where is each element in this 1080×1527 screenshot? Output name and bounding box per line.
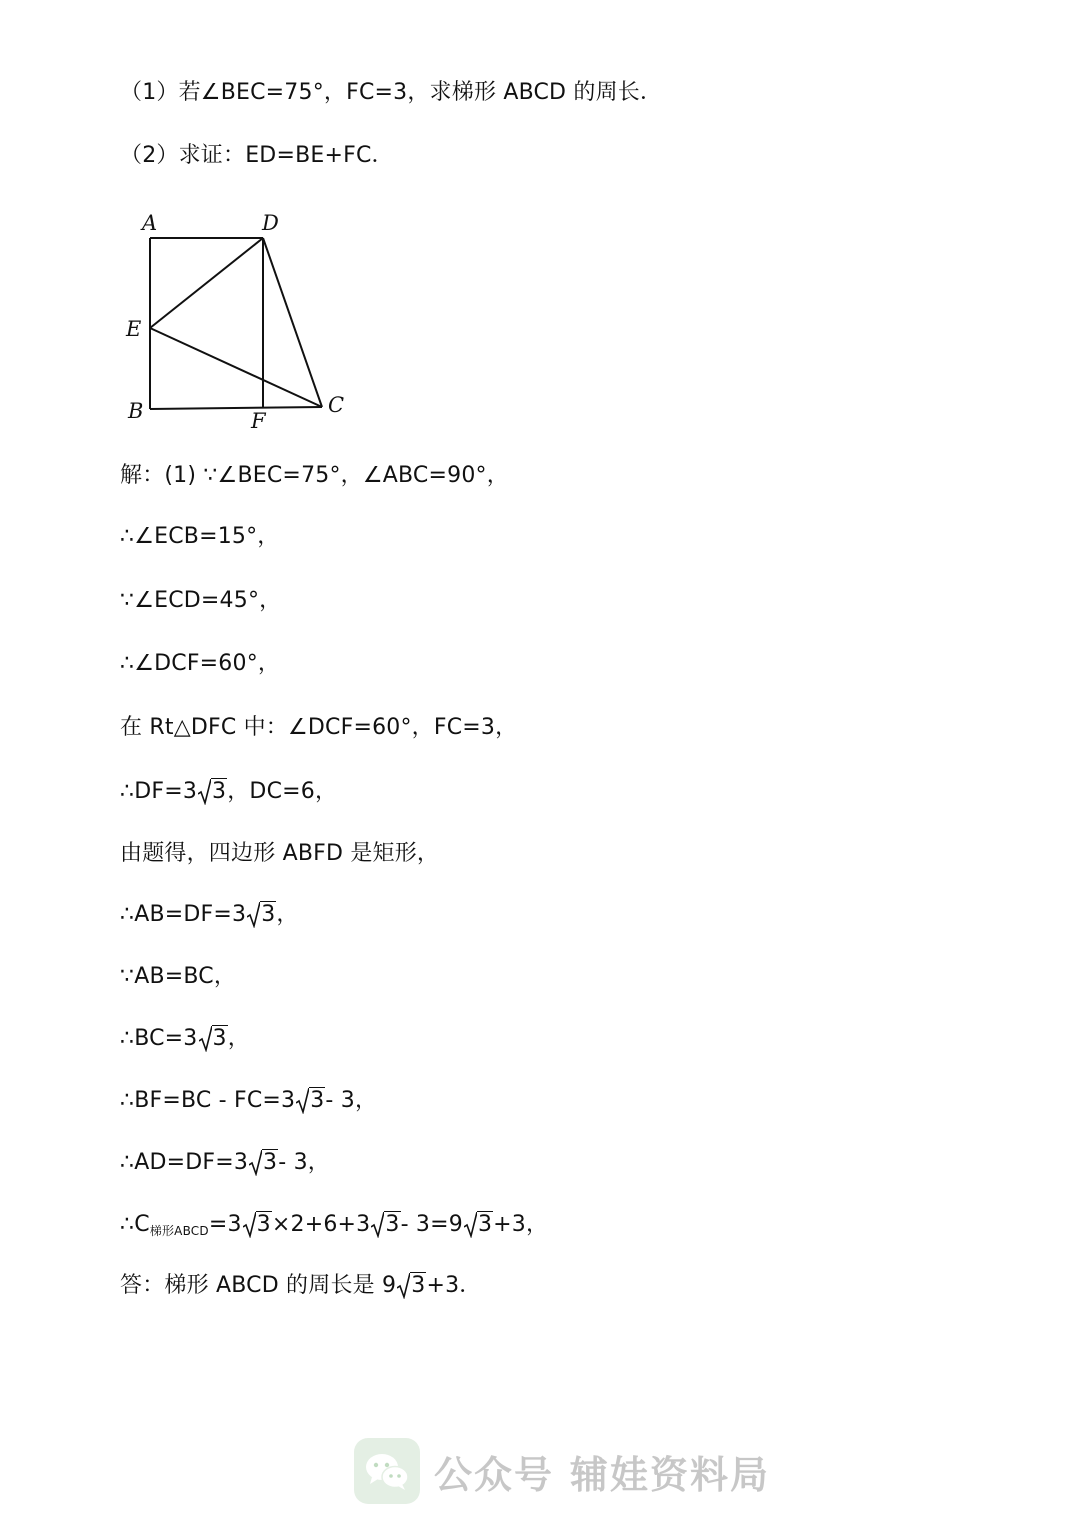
answer-line: 答：梯形 ABCD 的周长是 9 3+3． [120,1271,481,1301]
sqrt-3: 3 [397,1271,426,1301]
label-B: B [128,399,144,423]
watermark [354,1436,770,1506]
sqrt-3: 3 [371,1210,400,1240]
sqrt-3: 3 [249,1148,278,1178]
question-part-1: （1）若∠BEC=75°，FC=3，求梯形 ABCD 的周长． [120,80,663,105]
segment-EC [150,328,322,407]
sqrt-3: 3 [247,900,276,930]
solution-line-7: 由题得，四边形 ABFD 是矩形， [120,841,440,866]
sqrt-3: 3 [243,1210,272,1240]
label-A: A [142,211,158,235]
watermark-label: 公众号 [434,1452,555,1497]
sqrt-3: 3 [464,1210,493,1240]
solution-line-3: ∵∠ECD=45°， [120,588,282,613]
sqrt-3: 3 [198,777,227,807]
sqrt-3: 3 [296,1086,325,1116]
question-part-2: （2）求证：ED=BE+FC． [120,143,394,168]
solution-line-5: 在 Rt△DFC 中：∠DCF=60°，FC=3， [120,715,518,740]
label-D: D [262,211,279,235]
solution-line-10: ∴BC=3 3， [120,1024,250,1054]
solution-line-8: ∴AB=DF=3 3， [120,900,299,930]
trapezoid-figure [120,205,360,435]
segment-DC [263,238,322,407]
solution-line-11: ∴BF=BC - FC=3 3- 3， [120,1086,377,1116]
sqrt-3: 3 [199,1024,228,1054]
solution-line-1: 解：(1) ∵∠BEC=75°，∠ABC=90°， [120,463,509,488]
label-F: F [251,409,266,433]
segment-BC [150,407,322,409]
perimeter-subscript: 梯形ABCD [149,1224,209,1238]
solution-line-6: ∴DF=3 3，DC=6， [120,777,337,807]
wechat-icon [354,1438,420,1504]
solution-line-9: ∵AB=BC， [120,964,237,989]
solution-line-2: ∴∠ECB=15°， [120,524,280,549]
segment-ED [150,238,263,328]
watermark-account-name: 辅娃资料局 [570,1452,771,1497]
solution-line-13: ∴C梯形ABCD=3 3×2+6+3 3- 3=9 3+3， [120,1212,549,1238]
solution-line-12: ∴AD=DF=3 3- 3， [120,1148,330,1178]
label-C: C [328,393,345,417]
watermark-text [434,1444,770,1499]
solution-line-4: ∴∠DCF=60°， [120,651,281,676]
label-E: E [126,317,142,341]
